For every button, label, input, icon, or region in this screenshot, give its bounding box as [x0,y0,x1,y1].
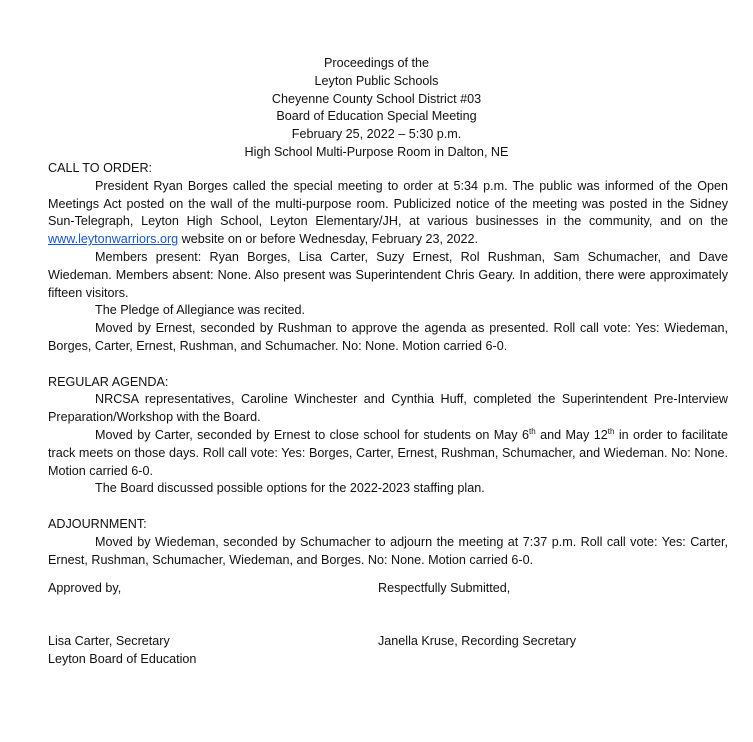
website-link[interactable]: www.leytonwarriors.org [48,232,179,247]
members-present-paragraph: Members present: Ryan Borges, Lisa Carter, Suzy Ernest, Rol Rushman, Sam Schumacher, and Dave Wiedeman. Members absent: None. Also present was Superintendent Chris Geary. In addition, there were approximately fifteen visitors. [48,249,728,300]
spacer [48,498,728,516]
adjournment-paragraph: Moved by Wiedeman, seconded by Schumacher to adjourn the meeting at 7:37 p.m. Roll call vote: Yes: Carter, Ernest, Rushman, Schumacher, Wiedeman, and Borges. No: None. Motion carried 6-0. [48,534,728,567]
respectfully-submitted-label: Respectfully Submitted, [378,581,511,595]
close-school-text-c: in order to facilitate track meets on those days. Roll call vote: Yes: Borges, Carter, Ernest, Rushman, Schumacher, and Wiedeman. No: None. Motion carried 6-0. [48,427,728,478]
call-to-order-heading: CALL TO ORDER: [48,161,153,175]
close-school-text-a: Moved by Carter, seconded by Ernest to close school for students on May 6 [95,427,530,442]
right-signatory-name: Janella Kruse, Recording Secretary [378,634,577,648]
call-to-order-paragraph-1 [48,178,728,249]
call-to-order-text: President Ryan Borges called the special meeting to order at 5:34 p.m. The public was informed of the Open Meetings Act posted on the wall of the multi-purpose room. Publicized notice of the meeting was posted in the Sidney Sun-Telegraph, Leyton High School, Leyton Elementary/JH, at various businesses in the community, and on the [48,178,728,229]
left-signatory-org: Leyton Board of Education [48,652,197,666]
ordinal-suffix: th [529,426,536,436]
header-line-2: Leyton Public Schools [314,73,439,88]
ordinal-suffix: th [607,426,615,436]
header-line-6: High School Multi-Purpose Room in Dalton, NE [244,144,509,159]
agenda-approval-paragraph: Moved by Ernest, seconded by Rushman to approve the agenda as presented. Roll call vote: Yes: Wiedeman, Borges, Carter, Ernest, Rushman, and Schumacher. No: None. Motion carried 6-0. [48,321,728,353]
regular-agenda-heading: REGULAR AGENDA: [48,374,169,389]
approved-by-label: Approved by, [48,581,122,595]
header-line-1: Proceedings of the [323,56,430,70]
spacer [48,356,728,374]
nrcsa-paragraph: NRCSA representatives, Caroline Winchester and Cynthia Huff, completed the Superintendent Pre-Interview Preparation/Workshop with the Board. [48,392,728,425]
call-to-order-text-end: website on or before Wednesday, February 23, 2022. [178,232,479,247]
close-school-paragraph [48,427,728,480]
document-header [0,55,753,162]
header-line-3: Cheyenne County School District #03 [271,91,482,106]
adjournment-heading: ADJOURNMENT: [48,516,147,531]
header-line-5: February 25, 2022 – 5:30 p.m. [291,127,462,142]
pledge-paragraph: The Pledge of Allegiance was recited. [95,303,306,318]
staffing-plan-paragraph: The Board discussed possible options for the 2022-2023 staffing plan. [95,481,485,496]
document-body [48,160,728,569]
header-line-4: Board of Education Special Meeting [276,109,477,124]
close-school-text-b: and May 12 [535,427,608,442]
left-signatory-name: Lisa Carter, Secretary [48,634,170,648]
